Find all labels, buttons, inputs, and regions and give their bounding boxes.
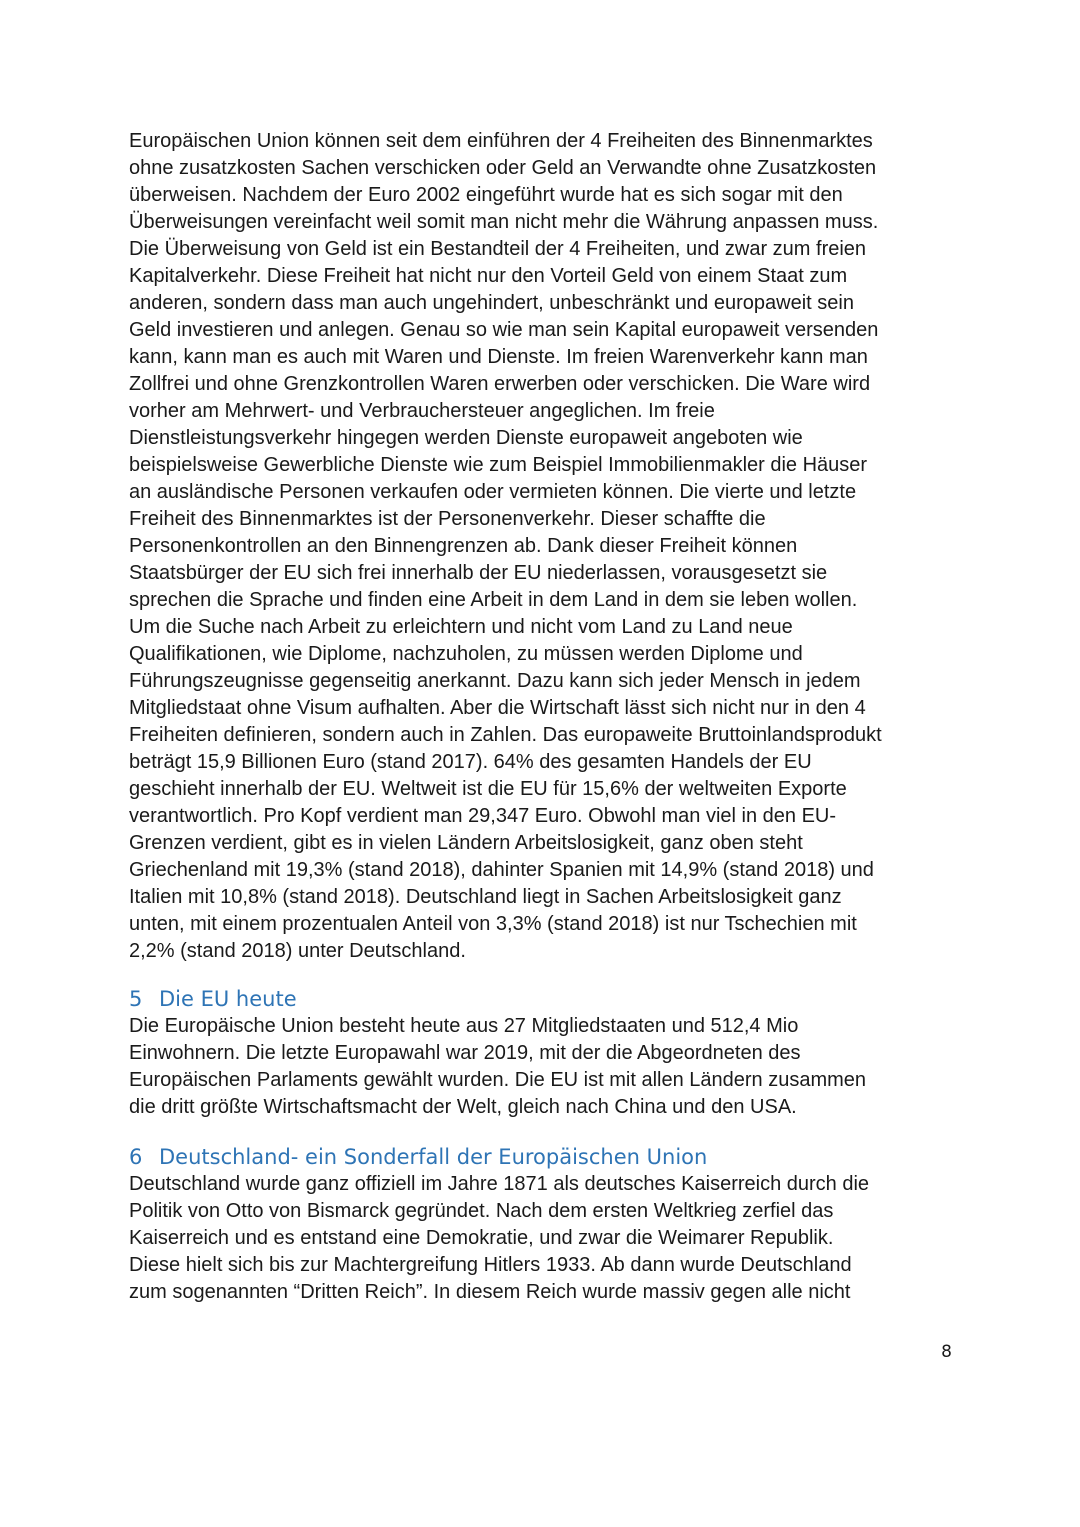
section-6-paragraph: Deutschland wurde ganz offiziell im Jahre 1871 als deutsches Kaiserreich durch die Politik von Otto von Bismarck gegründet. Nach dem ersten Weltkrieg zerfiel das Kaiserreich und es entstand eine Demokratie, und zwar die Weimarer Republik. Diese hielt sich bis zur Machtergreifung Hitlers 1933. Ab dann wurde Deutschland zum sogenannten “Dritten Reich”. In diesem Reich wurde massiv gegen alle nicht [129,1173,870,1303]
page-content [129,128,959,1306]
section-heading-6 [129,1143,959,1171]
section-heading-5 [129,985,959,1013]
section-5-paragraph: Die Europäische Union besteht heute aus 27 Mitgliedstaaten und 512,4 Mio Einwohnern. Die letzte Europawahl war 2019, mit der die Abgeordneten des Europäischen Parlaments gewählt wurden. Die EU ist mit allen Ländern zusammen die dritt größte Wirtschaftsmacht der Welt, gleich nach China und den USA. [129,1015,867,1118]
section-number: 6 [129,1145,143,1169]
section-title: Die EU heute [159,987,297,1011]
page-number: 8 [941,1342,952,1362]
intro-paragraph: Europäischen Union können seit dem einführen der 4 Freiheiten des Binnenmarktes ohne zusatzkosten Sachen verschicken oder Geld an Verwandte ohne Zusatzkosten überweisen. Nachdem der Euro 2002 eingeführt wurde hat es sich sogar mit den Überweisungen vereinfacht weil somit man nicht mehr die Währung anpassen muss. Die Überweisung von Geld ist ein Bestandteil der 4 Freiheiten, und zwar zum freien Kapitalverkehr. Diese Freiheit hat nicht nur den Vorteil Geld von einem Staat zum anderen, sondern dass man auch ungehindert, unbeschränkt und europaweit sein Geld investieren und anlegen. Genau so wie man sein Kapital europaweit versenden kann, kann man es auch mit Waren und Dienste. Im freien Warenverkehr kann man Zollfrei und ohne Grenzkontrollen Waren erwerben oder verschicken. Die Ware wird vorher am Mehrwert- und Verbrauchersteuer angeglichen. Im freie Dienstleistungsverkehr hingegen werden Dienste europaweit angeboten wie beispielsweise Gewerbliche Dienste wie zum Beispiel Immobilienmakler die Häuser an ausländische Personen verkaufen oder vermieten können. Die vierte und letzte Freiheit des Binnenmarktes ist der Personenverkehr. Dieser schaffte die Personenkontrollen an den Binnengrenzen ab. Dank dieser Freiheit können Staatsbürger der EU sich frei innerhalb der EU niederlassen, vorausgesetzt sie sprechen die Sprache und finden eine Arbeit in dem Land in dem sie leben wollen. Um die Suche nach Arbeit zu erleichtern und nicht vom Land zu Land neue Qualifikationen, wie Diplome, nachzuholen, zu müssen werden Diplome und Führungszeugnisse gegenseitig anerkannt. Dazu kann sich jeder Mensch in jedem Mitgliedstaat ohne Visum aufhalten. Aber die Wirtschaft lässt sich nicht nur in den 4 Freiheiten definieren, sondern auch in Zahlen. Das europaweite Bruttoinlandsprodukt beträgt 15,9 Billionen Euro (stand 2017). 64% des gesamten Handels der EU geschieht innerhalb der EU. Weltweit ist die EU für 15,6% der weltweiten Exporte verantwortlich. Pro Kopf verdient man 29,347 Euro. Obwohl man viel in den EU- Grenzen verdient, gibt es in vielen Ländern Arbeitslosigkeit, ganz oben steht Griechenland mit 19,3% (stand 2018), dahinter Spanien mit 14,9% (stand 2018) und Italien mit 10,8% (stand 2018). Deutschland liegt in Sachen Arbeitslosigkeit ganz unten, mit einem prozentualen Anteil von 3,3% (stand 2018) ist nur Tschechien mit 2,2% (stand 2018) unter Deutschland. [129,130,882,962]
section-title: Deutschland- ein Sonderfall der Europäischen Union [159,1145,708,1169]
section-number: 5 [129,987,143,1011]
